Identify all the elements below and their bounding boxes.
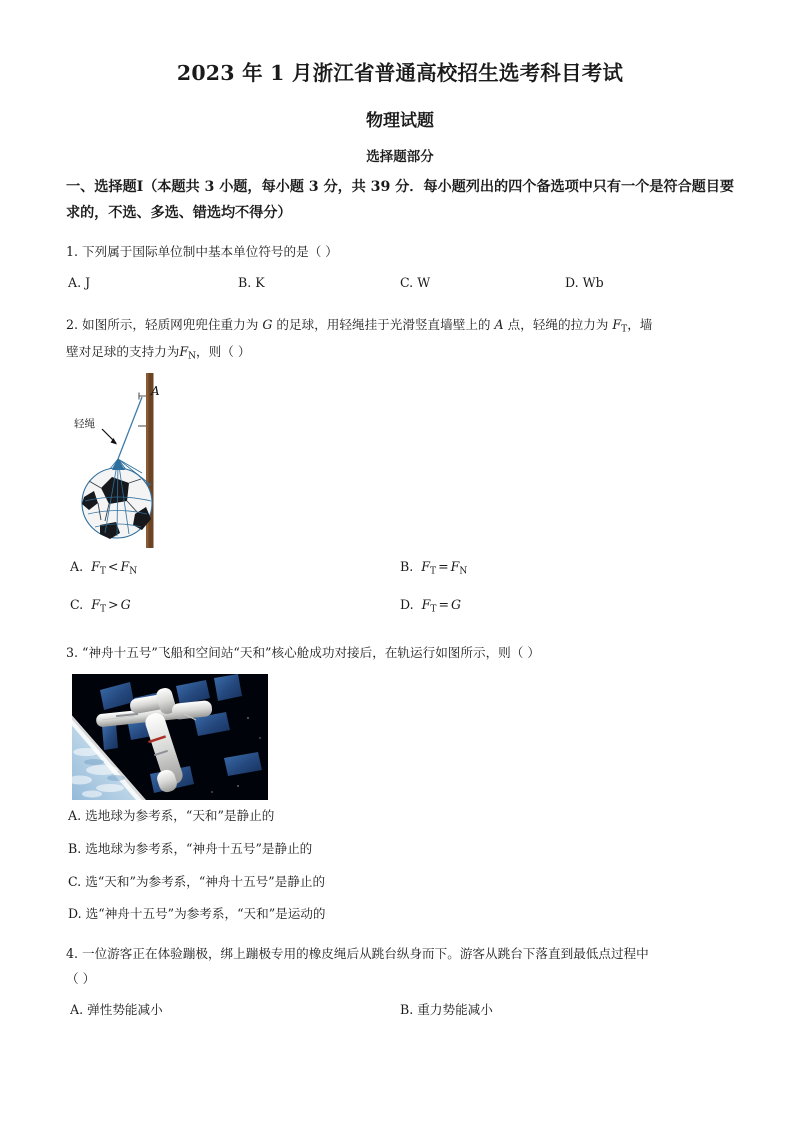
option-4-A[interactable] (70, 997, 163, 1022)
option-2-D-label: D. (400, 597, 414, 613)
figure-ball-in-net (72, 373, 212, 548)
question-2-line1-part3: 点，轻绳的拉力为 (503, 316, 613, 332)
option-3-C-label: C. (68, 873, 82, 889)
option-1-C-text: W (417, 274, 431, 290)
question-4-line1: 4. 一位游客正在体验蹦极，绑上蹦极专用的橡皮绳后从跳台纵身而下。游客从跳台下落直到最低点过程中 (66, 945, 649, 961)
rope-label: 轻绳 (74, 418, 95, 431)
option-1-D[interactable] (565, 270, 604, 295)
subject-title: 物理试题 (366, 111, 434, 131)
option-2-A-label: A. (70, 559, 84, 575)
option-2-C-op: > (108, 597, 119, 613)
option-3-D-text: 选“神舟十五号”为参考系，“天和”是运动的 (85, 906, 326, 922)
question-1-text: 1. 下列属于国际单位制中基本单位符号的是（ ） (66, 243, 338, 259)
option-2-D-lhs-sub: T (430, 604, 437, 615)
option-2-C-rhs: G (120, 597, 131, 613)
option-3-C-text: 选“天和”为参考系，“神舟十五号”是静止的 (85, 873, 326, 889)
question-2-line1-part1: 2. 如图所示，轻质网兜兜住重力为 (66, 316, 263, 332)
question-3-options (66, 810, 734, 920)
solar-panel-small (102, 724, 118, 750)
option-2-D-rhs: G (451, 597, 462, 613)
option-2-B-rhs-sub: N (459, 566, 468, 577)
option-2-A[interactable] (70, 554, 137, 581)
point-a-label: A (151, 384, 160, 399)
option-2-D-op: = (438, 597, 450, 613)
option-2-C[interactable] (70, 592, 131, 619)
question-4-options (66, 997, 734, 1025)
option-2-A-lhs: F (91, 559, 100, 575)
option-3-B[interactable] (68, 843, 734, 856)
option-3-A-label: A. (68, 808, 82, 824)
space-station-photo (72, 674, 268, 800)
option-2-B-lhs-sub: T (430, 566, 437, 577)
question-4-text (66, 941, 734, 991)
symbol-point-A: A (494, 316, 504, 332)
option-2-B[interactable] (400, 554, 467, 581)
figure-space-station (72, 674, 268, 800)
option-3-D-label: D. (68, 906, 82, 922)
option-2-B-lhs: F (421, 559, 431, 575)
option-2-A-op: < (107, 559, 119, 575)
question-2-line2-part2: ，则（ ） (196, 343, 251, 359)
symbol-FN: F (179, 343, 189, 359)
option-4-B[interactable] (400, 997, 493, 1022)
option-2-C-label: C. (70, 597, 84, 613)
option-3-A-text: 选地球为参考系，“天和”是静止的 (85, 808, 275, 824)
option-1-A[interactable] (68, 270, 90, 295)
option-2-D[interactable] (400, 592, 461, 619)
option-1-D-label: D. (565, 274, 579, 290)
option-2-B-rhs: F (450, 559, 460, 575)
option-4-B-text: 重力势能减小 (417, 1002, 493, 1018)
option-4-B-label: B. (400, 1002, 414, 1018)
question-2-line2-part1: 壁对足球的支持力为 (66, 343, 180, 359)
option-2-C-lhs-sub: T (99, 604, 107, 615)
option-3-D[interactable] (68, 908, 734, 921)
option-4-A-label: A. (70, 1002, 84, 1018)
page-title: 2023 年 1 月浙江省普通高校招生选考科目考试 (176, 61, 624, 85)
option-1-C-label: C. (400, 274, 414, 290)
option-3-A[interactable] (68, 810, 734, 823)
option-2-A-rhs: F (120, 559, 130, 575)
section-title: 选择题部分 (366, 149, 434, 165)
symbol-FT: F (612, 316, 622, 332)
question-3-text: 3. “神舟十五号”飞船和空间站“天和”核心舱成功对接后，在轨运行如图所示，则（ ） (66, 645, 540, 661)
option-1-B[interactable] (238, 270, 265, 295)
option-2-C-lhs: F (91, 597, 100, 613)
option-2-B-op: = (438, 559, 449, 575)
option-3-B-label: B. (68, 841, 82, 857)
option-2-A-lhs-sub: T (99, 566, 106, 577)
option-2-A-rhs-sub: N (129, 566, 138, 577)
option-3-B-text: 选地球为参考系，“神舟十五号”是静止的 (85, 841, 313, 857)
symbol-G: G (262, 316, 273, 332)
option-2-B-label: B. (400, 559, 414, 575)
symbol-FT-sub: T (621, 324, 628, 335)
photo-content (72, 674, 268, 800)
question-4-line2: （ ） (66, 971, 96, 986)
page-content (66, 56, 734, 1025)
question-2-line1-part4: ，墙 (627, 316, 653, 332)
ball-net-diagram (72, 373, 212, 548)
option-4-A-text: 弹性势能减小 (87, 1002, 163, 1018)
option-1-B-text: K (255, 274, 265, 290)
option-1-A-label: A. (68, 274, 82, 290)
question-1-options (66, 270, 734, 298)
option-1-C[interactable] (400, 270, 430, 295)
option-1-D-text: Wb (582, 274, 604, 290)
option-1-B-label: B. (238, 274, 252, 290)
symbol-FN-sub: N (188, 351, 197, 362)
question-2-options (66, 554, 734, 626)
question-2-line1-part2: 的足球，用轻绳挂于光滑竖直墙壁上的 (272, 316, 495, 332)
rope-line (118, 397, 142, 459)
option-3-C[interactable] (68, 873, 734, 889)
question-2-text (66, 312, 734, 365)
option-2-D-lhs: F (421, 597, 431, 613)
attachment-mark (139, 393, 146, 400)
section-instruction: 一、选择题Ⅰ（本题共 3 小题，每小题 3 分，共 39 分．每小题列出的四个备选项中只有一个是符合题目要求的，不选、多选、错选均不得分） (66, 179, 734, 221)
option-1-A-text: J (85, 274, 91, 290)
